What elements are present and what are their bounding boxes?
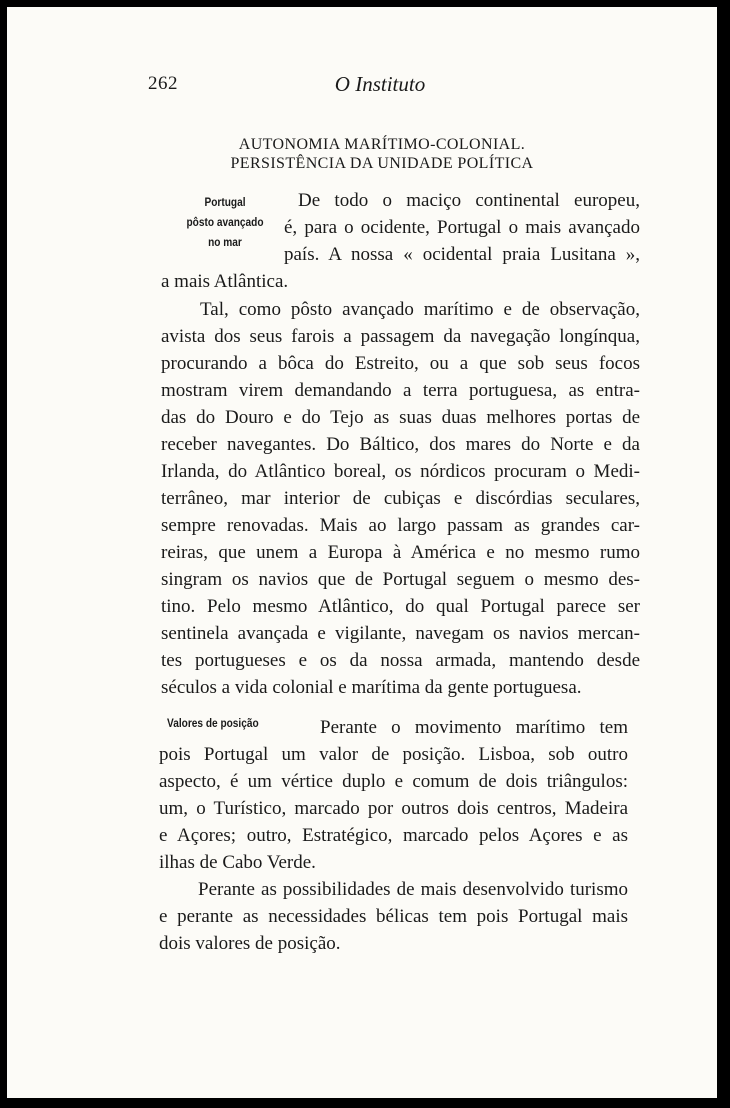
journal-title: O Instituto xyxy=(334,72,426,96)
book-page xyxy=(7,7,717,1098)
sidenote-line: no mar xyxy=(208,237,242,249)
sidenote-line: Portugal xyxy=(204,197,246,209)
text-line: receber navegantes. Do Báltico, dos mares do Norte e da xyxy=(161,434,640,455)
page-number: 262 xyxy=(148,73,178,94)
text-line: avista dos seus farois a passagem da navegação longínqua, xyxy=(161,326,640,347)
text-line: pois Portugal um valor de posição. Lisboa, sob outro xyxy=(159,744,628,765)
text-line: Perante o movimento marítimo tem xyxy=(320,717,628,738)
text-line: ilhas de Cabo Verde. xyxy=(159,852,316,873)
text-line: Irlanda, do Atlântico boreal, os nórdicos procuram o Medi- xyxy=(161,461,640,482)
text-line: aspecto, é um vértice duplo e comum de dois triângulos: xyxy=(159,771,628,792)
text-line: dois valores de posição. xyxy=(159,933,341,954)
text-line: um, o Turístico, marcado por outros dois centros, Madeira xyxy=(159,798,628,819)
text-line: das do Douro e do Tejo as suas duas melhores portas de xyxy=(161,407,640,428)
text-line: procurando a bôca do Estreito, ou a que sob seus focos xyxy=(161,353,640,374)
text-line: terrâneo, mar interior de cubiças e discórdias seculares, xyxy=(161,488,640,509)
text-line: Perante as possibilidades de mais desenvolvido turismo xyxy=(198,879,628,900)
text-line: Tal, como pôsto avançado marítimo e de observação, xyxy=(200,299,640,320)
text-line: tes portugueses e os da nossa armada, mantendo desde xyxy=(161,650,640,671)
section-heading-line: AUTONOMIA MARÍTIMO-COLONIAL. xyxy=(238,136,526,153)
text-line: De todo o maciço continental europeu, xyxy=(298,190,640,211)
text-line: singram os navios que de Portugal seguem o mesmo des- xyxy=(161,569,640,590)
sidenote-line: pôsto avançado xyxy=(186,217,264,229)
text-line: é, para o ocidente, Portugal o mais avançado xyxy=(284,217,640,238)
text-line: reiras, que unem a Europa à América e no mesmo rumo xyxy=(161,542,640,563)
sidenote-valores xyxy=(167,714,274,734)
text-line: país. A nossa « ocidental praia Lusitana », xyxy=(284,244,640,265)
section-heading-line: PERSISTÊNCIA DA UNIDADE POLÍTICA xyxy=(230,155,534,172)
section-heading xyxy=(157,135,607,173)
text-line: séculos a vida colonial e marítima da gente portuguesa. xyxy=(161,677,582,698)
sidenote-portugal xyxy=(181,193,269,253)
text-line: e Açores; outro, Estratégico, marcado pelos Açores e as xyxy=(159,825,628,846)
text-line: a mais Atlântica. xyxy=(161,271,289,292)
text-line: mostram virem demandando a terra portuguesa, as entra- xyxy=(161,380,640,401)
text-line: tino. Pelo mesmo Atlântico, do qual Portugal parece ser xyxy=(161,596,640,617)
text-line: e perante as necessidades bélicas tem pois Portugal mais xyxy=(159,906,628,927)
sidenote-line: Valores de posição xyxy=(167,718,259,730)
text-line: sentinela avançada e vigilante, navegam os navios mercan- xyxy=(161,623,640,644)
text-line: sempre renovadas. Mais ao largo passam as grandes car- xyxy=(161,515,640,536)
running-head xyxy=(7,69,717,99)
